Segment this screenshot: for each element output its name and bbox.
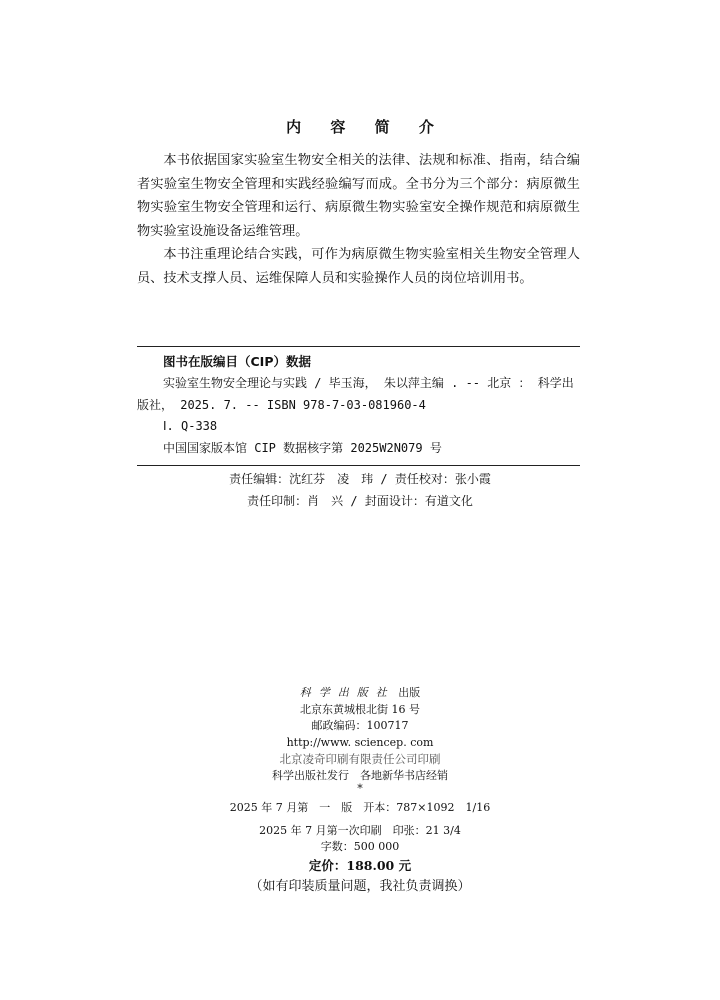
imprint-block bbox=[0, 685, 720, 898]
publisher-postcode: 邮政编码：100717 bbox=[311, 719, 409, 732]
cip-block bbox=[137, 373, 580, 459]
publisher-name: 科学出版社 bbox=[299, 686, 395, 699]
credits-production: 责任印制：肖 兴 / 封面设计：有道文化 bbox=[247, 494, 473, 508]
intro-paragraph: 本书注重理论结合实践，可作为病原微生物实验室相关生物安全管理人员、技术支撑人员、运维保障人员和实验操作人员的岗位培训用书。 bbox=[137, 247, 580, 286]
printing-info: 2025 年 7 月第一次印刷 印张：21 3/4 bbox=[259, 823, 461, 837]
printer: 北京凌奇印刷有限责任公司印刷 bbox=[279, 752, 441, 766]
cip-classification: Ⅰ. Q-338 bbox=[163, 419, 218, 433]
publisher-line bbox=[0, 685, 720, 702]
distribution: 科学出版社发行 各地新华书店经销 bbox=[272, 768, 448, 782]
word-count: 字数：500 000 bbox=[320, 840, 400, 853]
publisher-address: 北京东黄城根北街 16 号 bbox=[300, 702, 420, 716]
separator-star: * bbox=[357, 782, 363, 795]
cip-top-rule bbox=[137, 346, 580, 347]
cip-bottom-rule bbox=[137, 465, 580, 466]
price: 定价：188.00 元 bbox=[308, 857, 412, 873]
intro-text bbox=[137, 149, 580, 290]
page-title: 内 容 简 介 bbox=[286, 118, 446, 136]
edition-info: 2025 年 7 月第 一 版 开本：787×1092 1/16 bbox=[229, 801, 491, 814]
intro-paragraph: 本书依据国家实验室生物安全相关的法律、法规和标准、指南，结合编者实验室生物安全管理和实践经验编写而成。全书分为三个部分：病原微生物实验室生物安全管理和运行、病原微生物实验室安全操作规范和病原微生物实验室设施设备运维管理。 bbox=[137, 153, 580, 239]
quality-notice: （如有印装质量问题，我社负责调换） bbox=[249, 878, 471, 894]
cip-entry: 实验室生物安全理论与实践 / 毕玉海， 朱以萍主编 . -- 北京 ： 科学出版社， 2025. 7. -- ISBN 978-7-03-081960-4 bbox=[137, 376, 574, 412]
cip-record-number: 中国国家版本馆 CIP 数据核字第 2025W2N079 号 bbox=[163, 440, 442, 455]
credits-block bbox=[0, 468, 720, 512]
publisher-website: http://www. sciencep. com bbox=[286, 735, 434, 749]
cip-heading: 图书在版编目（CIP）数据 bbox=[163, 354, 311, 369]
credits-editors: 责任编辑：沈红芬 凌 玮 / 责任校对：张小霞 bbox=[229, 472, 491, 486]
publisher-suffix: 出版 bbox=[398, 686, 421, 699]
